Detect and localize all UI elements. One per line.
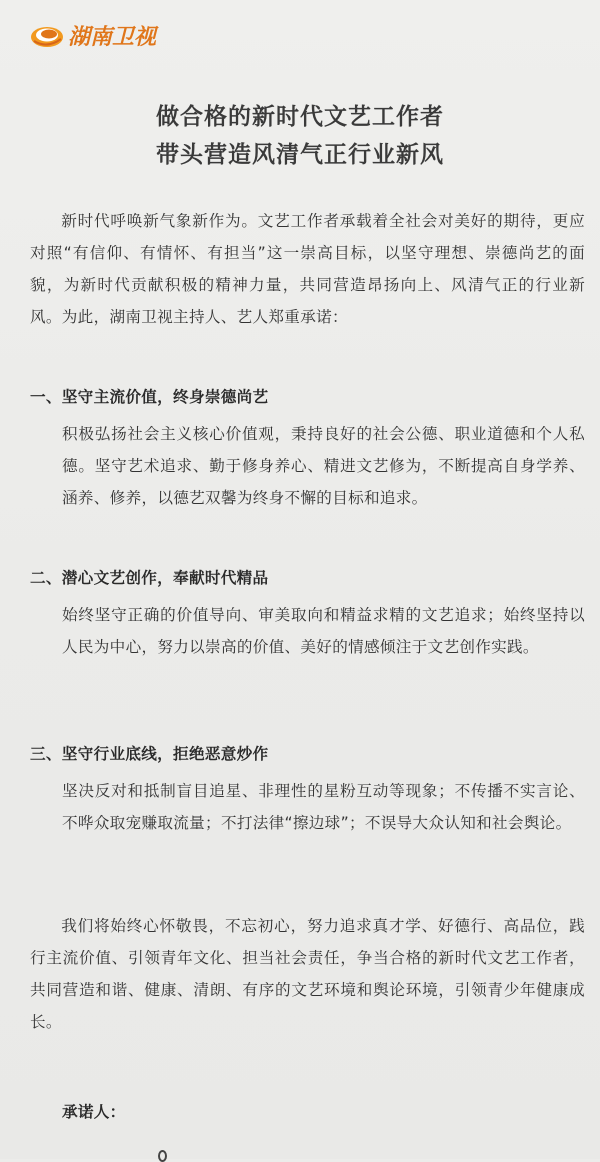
signer-label: 承诺人：: [62, 1103, 126, 1121]
closing-paragraph: 我们将始终心怀敬畏，不忘初心，努力追求真才学、好德行、高品位，践行主流价值、引领青年文化、担当社会责任，争当合格的新时代文艺工作者，共同营造和谐、健康、清朗、有序的文艺环境和舆论环境，引领青少年健康成长。: [30, 917, 585, 1031]
intro-paragraph: 新时代呼唤新气象新作为。文艺工作者承载着全社会对美好的期待，更应对照“有信仰、有情怀、有担当”这一崇高目标，以坚守理想、崇德尚艺的面貌，为新时代贡献积极的精神力量，共同营造昂扬向上、风清气正的行业新风。为此，湖南卫视主持人、艺人郑重承诺：: [30, 212, 585, 326]
section-3-body: 坚决反对和抵制盲目追星、非理性的星粉互动等现象；不传播不实言论、不哗众取宠赚取流量；不打法律“擦边球”；不误导大众认知和社会舆论。: [62, 782, 585, 832]
section-3-heading: 三、坚守行业底线，拒绝恶意炒作: [30, 745, 269, 763]
signature-fragment: [158, 1150, 167, 1162]
page-title-line2: 带头营造风清气正行业新风: [156, 142, 444, 168]
logo: [30, 20, 156, 50]
section-1-body: 积极弘扬社会主义核心价值观，秉持良好的社会公德、职业道德和个人私德。坚守艺术追求、勤于修身养心、精进文艺修为，不断提高自身学养、涵养、修养，以德艺双馨为终身不懈的目标和追求。: [62, 425, 585, 507]
section-1-heading: 一、坚守主流价值，终身崇德尚艺: [30, 388, 269, 406]
page-title-line1: 做合格的新时代文艺工作者: [156, 104, 444, 130]
section-2-heading: 二、潜心文艺创作，奉献时代精品: [30, 569, 269, 587]
hunan-tv-logo-icon: [30, 21, 64, 49]
logo-text: 湖南卫视: [68, 24, 157, 50]
section-2-body: 始终坚守正确的价值导向、审美取向和精益求精的文艺追求；始终坚持以人民为中心，努力以崇高的价值、美好的情感倾注于文艺创作实践。: [62, 606, 585, 656]
